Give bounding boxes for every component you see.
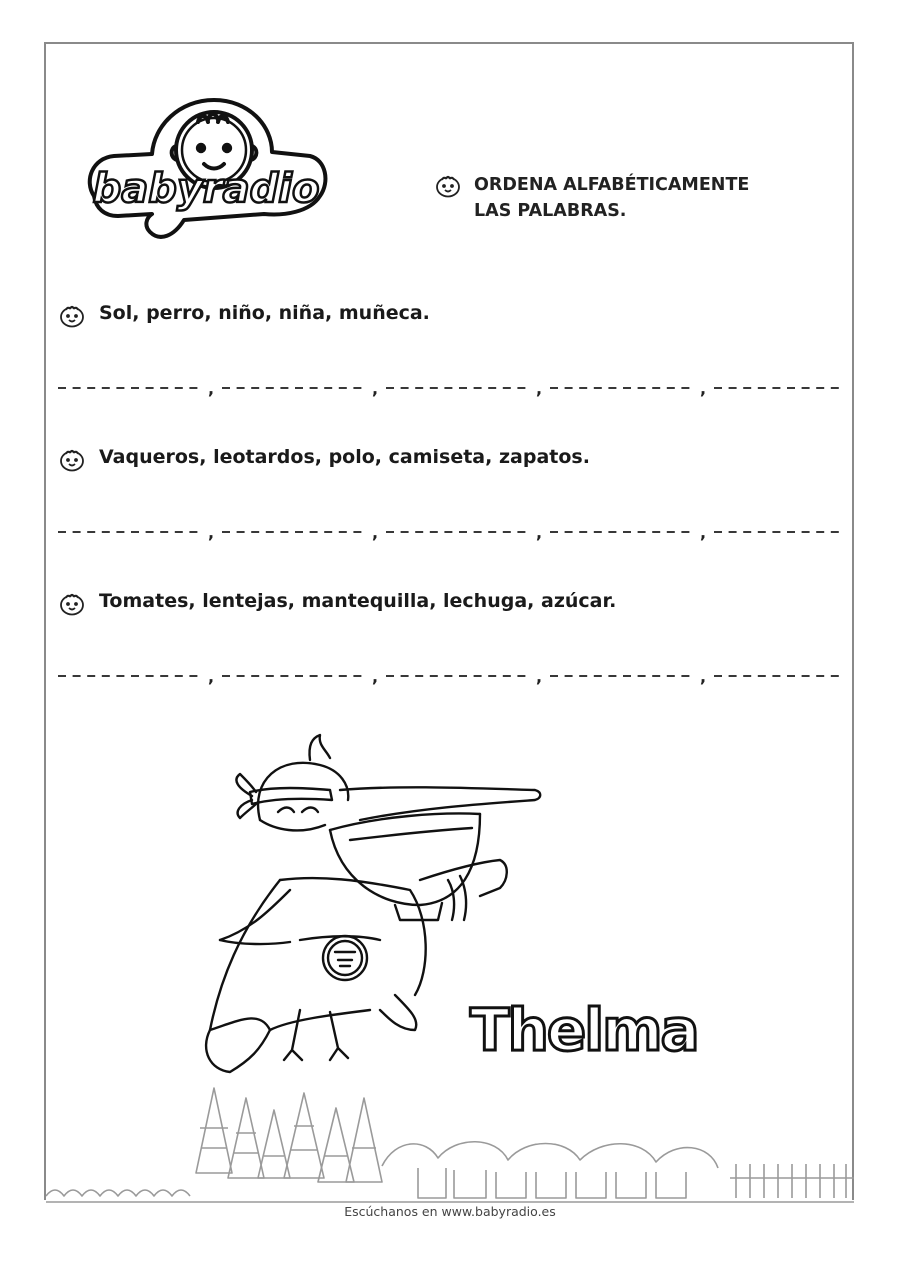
comma-separator: ,	[372, 667, 379, 686]
answer-row-1[interactable]	[58, 378, 844, 398]
baby-face-icon	[434, 174, 462, 198]
exercise-prompt	[58, 590, 616, 616]
instruction-line-2: LAS PALABRAS.	[474, 201, 627, 221]
comma-separator: ,	[372, 523, 379, 542]
comma-separator: ,	[536, 523, 543, 542]
comma-separator: ,	[536, 379, 543, 398]
brand-wordmark: babyradio	[92, 166, 320, 212]
comma-separator: ,	[700, 667, 707, 686]
forest-town-scenery	[46, 1078, 854, 1204]
comma-separator: ,	[208, 379, 215, 398]
baby-face-icon	[58, 448, 86, 472]
comma-separator: ,	[700, 523, 707, 542]
character-name: Thelma	[470, 996, 698, 1064]
instruction	[434, 172, 794, 224]
thelma-pelican-illustration	[180, 730, 740, 1090]
instruction-line-1: ORDENA ALFABÉTICAMENTE	[474, 175, 750, 195]
baby-face-icon	[58, 304, 86, 328]
babyradio-logo	[74, 86, 334, 246]
answer-line-set	[58, 522, 844, 542]
baby-face-icon	[58, 592, 86, 616]
exercise-words: Tomates, lentejas, mantequilla, lechuga, azúcar.	[99, 590, 617, 612]
comma-separator: ,	[372, 379, 379, 398]
exercise-prompt	[58, 446, 590, 472]
exercise-words: Sol, perro, niño, niña, muñeca.	[99, 302, 430, 324]
exercise-words: Vaqueros, leotardos, polo, camiseta, zapatos.	[99, 446, 590, 468]
answer-row-3[interactable]	[58, 666, 844, 686]
comma-separator: ,	[536, 667, 543, 686]
answer-row-2[interactable]	[58, 522, 844, 542]
exercise-prompt	[58, 302, 430, 328]
comma-separator: ,	[208, 523, 215, 542]
footer-text: Escúchanos en www.babyradio.es	[344, 1204, 556, 1219]
comma-separator: ,	[700, 379, 707, 398]
comma-separator: ,	[208, 667, 215, 686]
answer-line-set	[58, 378, 844, 398]
answer-line-set	[58, 666, 844, 686]
